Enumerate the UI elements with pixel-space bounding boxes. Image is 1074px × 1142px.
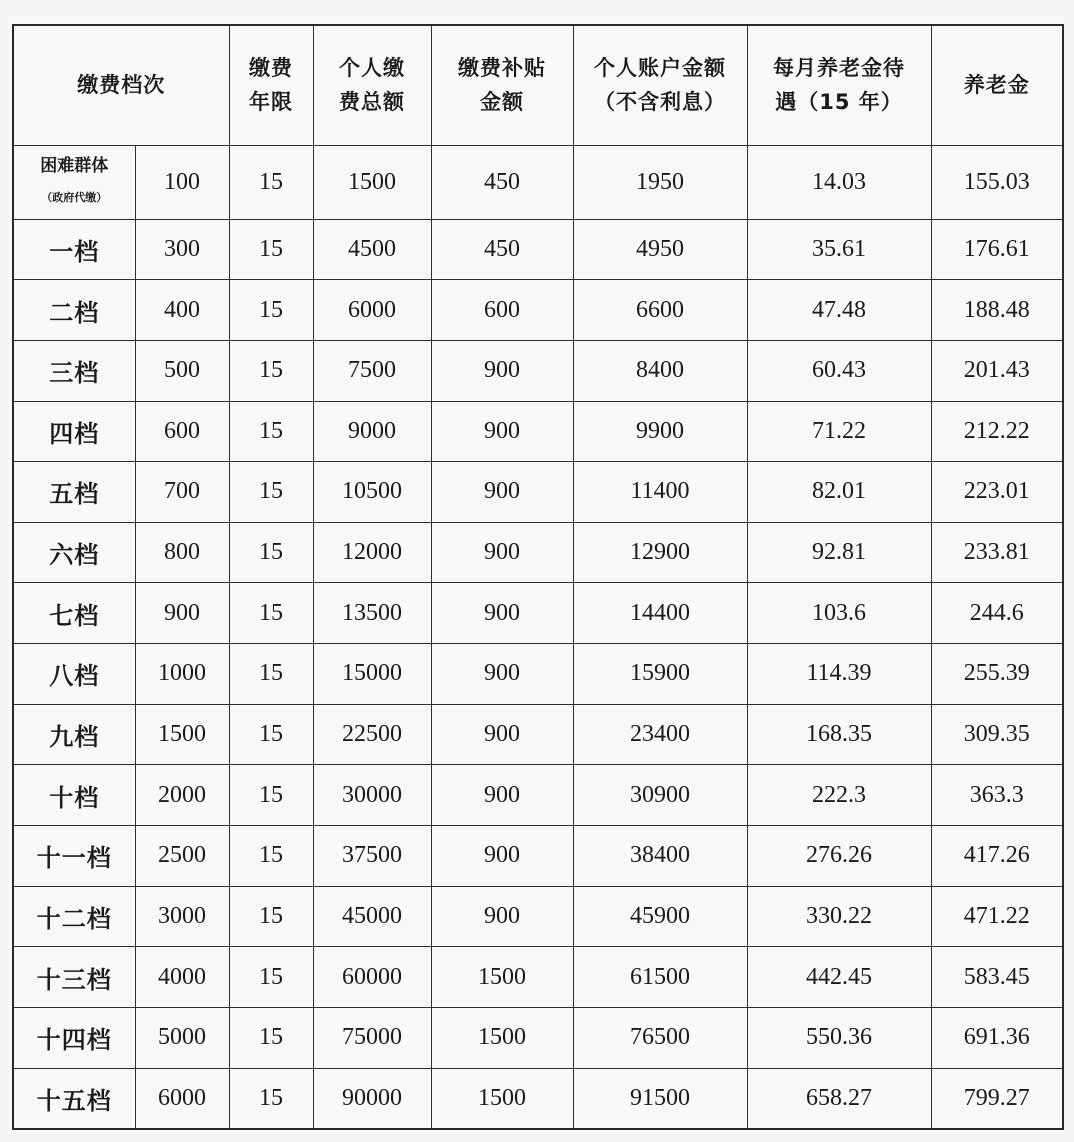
cell-subsidy: 900 (431, 522, 573, 583)
cell-years: 15 (229, 1008, 313, 1069)
cell-pension: 155.03 (931, 145, 1063, 219)
cell-total: 60000 (313, 947, 431, 1008)
table-row (13, 462, 1063, 523)
cell-account: 45900 (573, 886, 747, 947)
header-account-line-1: 个人账户金额 (594, 56, 726, 81)
table-row (13, 947, 1063, 1008)
cell-tier (13, 145, 135, 219)
cell-subsidy: 450 (431, 219, 573, 280)
cell-monthly: 47.48 (747, 280, 931, 341)
table-row (13, 401, 1063, 462)
cell-monthly: 82.01 (747, 462, 931, 523)
cell-pension: 201.43 (931, 340, 1063, 401)
cell-years: 15 (229, 340, 313, 401)
cell-subsidy: 1500 (431, 947, 573, 1008)
cell-monthly: 276.26 (747, 826, 931, 887)
cell-monthly: 222.3 (747, 765, 931, 826)
cell-years: 15 (229, 280, 313, 341)
header-total (313, 25, 431, 145)
cell-total: 15000 (313, 644, 431, 705)
cell-monthly: 14.03 (747, 145, 931, 219)
cell-monthly: 103.6 (747, 583, 931, 644)
cell-account: 91500 (573, 1068, 747, 1129)
cell-tier: 九档 (13, 704, 135, 765)
header-subsidy-line-2: 金额 (480, 90, 524, 115)
table-row (13, 826, 1063, 887)
cell-account: 38400 (573, 826, 747, 887)
cell-pension: 223.01 (931, 462, 1063, 523)
cell-total: 75000 (313, 1008, 431, 1069)
cell-subsidy: 900 (431, 462, 573, 523)
cell-subsidy: 600 (431, 280, 573, 341)
cell-years: 15 (229, 765, 313, 826)
cell-amount: 1000 (135, 644, 229, 705)
cell-subsidy: 900 (431, 886, 573, 947)
cell-years: 15 (229, 219, 313, 280)
cell-account: 23400 (573, 704, 747, 765)
cell-total: 45000 (313, 886, 431, 947)
cell-account: 6600 (573, 280, 747, 341)
cell-subsidy: 450 (431, 145, 573, 219)
header-subsidy-line-1: 缴费补贴 (458, 56, 546, 81)
cell-subsidy: 1500 (431, 1068, 573, 1129)
header-pension-label: 养老金 (963, 73, 1030, 98)
cell-account: 61500 (573, 947, 747, 1008)
header-row (13, 25, 1063, 145)
cell-tier: 四档 (13, 401, 135, 462)
cell-tier: 十三档 (13, 947, 135, 1008)
cell-account: 76500 (573, 1008, 747, 1069)
cell-pension: 233.81 (931, 522, 1063, 583)
cell-pension: 188.48 (931, 280, 1063, 341)
cell-pension: 583.45 (931, 947, 1063, 1008)
cell-amount: 900 (135, 583, 229, 644)
header-tier (13, 25, 229, 145)
cell-pension: 799.27 (931, 1068, 1063, 1129)
cell-years: 15 (229, 826, 313, 887)
cell-subsidy: 1500 (431, 1008, 573, 1069)
cell-account: 30900 (573, 765, 747, 826)
cell-amount: 500 (135, 340, 229, 401)
table-row (13, 644, 1063, 705)
document-page (8, 16, 1064, 1134)
cell-years: 15 (229, 644, 313, 705)
header-monthly (747, 25, 931, 145)
cell-monthly: 658.27 (747, 1068, 931, 1129)
cell-tier: 十档 (13, 765, 135, 826)
cell-tier-label: 困难群体 (40, 156, 109, 177)
cell-total: 7500 (313, 340, 431, 401)
cell-account: 12900 (573, 522, 747, 583)
header-account (573, 25, 747, 145)
header-total-line-2: 费总额 (339, 90, 405, 115)
cell-total: 10500 (313, 462, 431, 523)
cell-tier: 一档 (13, 219, 135, 280)
header-years (229, 25, 313, 145)
cell-tier: 七档 (13, 583, 135, 644)
cell-total: 13500 (313, 583, 431, 644)
cell-amount: 4000 (135, 947, 229, 1008)
cell-amount: 700 (135, 462, 229, 523)
cell-pension: 176.61 (931, 219, 1063, 280)
cell-amount: 6000 (135, 1068, 229, 1129)
cell-monthly: 330.22 (747, 886, 931, 947)
cell-amount: 2000 (135, 765, 229, 826)
pension-contribution-table (12, 24, 1064, 1130)
cell-account: 14400 (573, 583, 747, 644)
cell-pension: 244.6 (931, 583, 1063, 644)
cell-pension: 417.26 (931, 826, 1063, 887)
table-row (13, 340, 1063, 401)
cell-pension: 212.22 (931, 401, 1063, 462)
cell-amount: 600 (135, 401, 229, 462)
cell-amount: 400 (135, 280, 229, 341)
cell-account: 9900 (573, 401, 747, 462)
header-years-line-2: 年限 (249, 90, 293, 115)
cell-pension: 255.39 (931, 644, 1063, 705)
table-row (13, 1068, 1063, 1129)
header-years-line-1: 缴费 (249, 56, 293, 81)
header-account-line-2: （不含利息） (594, 90, 726, 115)
cell-subsidy: 900 (431, 340, 573, 401)
cell-tier: 六档 (13, 522, 135, 583)
cell-total: 30000 (313, 765, 431, 826)
cell-subsidy: 900 (431, 644, 573, 705)
cell-monthly: 114.39 (747, 644, 931, 705)
cell-total: 12000 (313, 522, 431, 583)
cell-years: 15 (229, 145, 313, 219)
cell-pension: 363.3 (931, 765, 1063, 826)
header-subsidy (431, 25, 573, 145)
cell-tier: 三档 (13, 340, 135, 401)
cell-account: 4950 (573, 219, 747, 280)
cell-pension: 471.22 (931, 886, 1063, 947)
cell-monthly: 60.43 (747, 340, 931, 401)
cell-total: 4500 (313, 219, 431, 280)
header-total-line-1: 个人缴 (339, 56, 405, 81)
cell-tier: 十一档 (13, 826, 135, 887)
cell-subsidy: 900 (431, 401, 573, 462)
cell-pension: 691.36 (931, 1008, 1063, 1069)
cell-tier: 十五档 (13, 1068, 135, 1129)
cell-monthly: 92.81 (747, 522, 931, 583)
cell-tier: 五档 (13, 462, 135, 523)
header-tier-label: 缴费档次 (77, 73, 166, 98)
cell-amount: 100 (135, 145, 229, 219)
table-row (13, 280, 1063, 341)
header-monthly-line-2: 遇（15 年） (775, 90, 903, 115)
table-row (13, 522, 1063, 583)
cell-total: 9000 (313, 401, 431, 462)
table-row (13, 886, 1063, 947)
cell-total: 6000 (313, 280, 431, 341)
cell-tier-note: （政府代缴） (41, 191, 108, 205)
cell-subsidy: 900 (431, 704, 573, 765)
cell-total: 37500 (313, 826, 431, 887)
cell-years: 15 (229, 462, 313, 523)
cell-account: 11400 (573, 462, 747, 523)
cell-amount: 5000 (135, 1008, 229, 1069)
cell-subsidy: 900 (431, 826, 573, 887)
cell-monthly: 442.45 (747, 947, 931, 1008)
cell-years: 15 (229, 704, 313, 765)
cell-tier: 十二档 (13, 886, 135, 947)
table-row (13, 1008, 1063, 1069)
cell-total: 90000 (313, 1068, 431, 1129)
cell-tier: 二档 (13, 280, 135, 341)
cell-monthly: 35.61 (747, 219, 931, 280)
cell-amount: 3000 (135, 886, 229, 947)
table-row-special (13, 145, 1063, 219)
cell-tier: 十四档 (13, 1008, 135, 1069)
cell-subsidy: 900 (431, 765, 573, 826)
table-row (13, 765, 1063, 826)
cell-amount: 2500 (135, 826, 229, 887)
cell-years: 15 (229, 947, 313, 1008)
table-row (13, 583, 1063, 644)
cell-tier: 八档 (13, 644, 135, 705)
cell-monthly: 168.35 (747, 704, 931, 765)
cell-account: 15900 (573, 644, 747, 705)
cell-monthly: 71.22 (747, 401, 931, 462)
table-row (13, 704, 1063, 765)
cell-total: 1500 (313, 145, 431, 219)
cell-years: 15 (229, 522, 313, 583)
cell-monthly: 550.36 (747, 1008, 931, 1069)
cell-total: 22500 (313, 704, 431, 765)
cell-amount: 1500 (135, 704, 229, 765)
header-monthly-line-1: 每月养老金待 (773, 56, 905, 81)
table-row (13, 219, 1063, 280)
cell-years: 15 (229, 1068, 313, 1129)
cell-account: 8400 (573, 340, 747, 401)
cell-amount: 300 (135, 219, 229, 280)
header-pension (931, 25, 1063, 145)
cell-years: 15 (229, 583, 313, 644)
cell-years: 15 (229, 886, 313, 947)
cell-pension: 309.35 (931, 704, 1063, 765)
cell-account: 1950 (573, 145, 747, 219)
cell-amount: 800 (135, 522, 229, 583)
cell-subsidy: 900 (431, 583, 573, 644)
cell-years: 15 (229, 401, 313, 462)
